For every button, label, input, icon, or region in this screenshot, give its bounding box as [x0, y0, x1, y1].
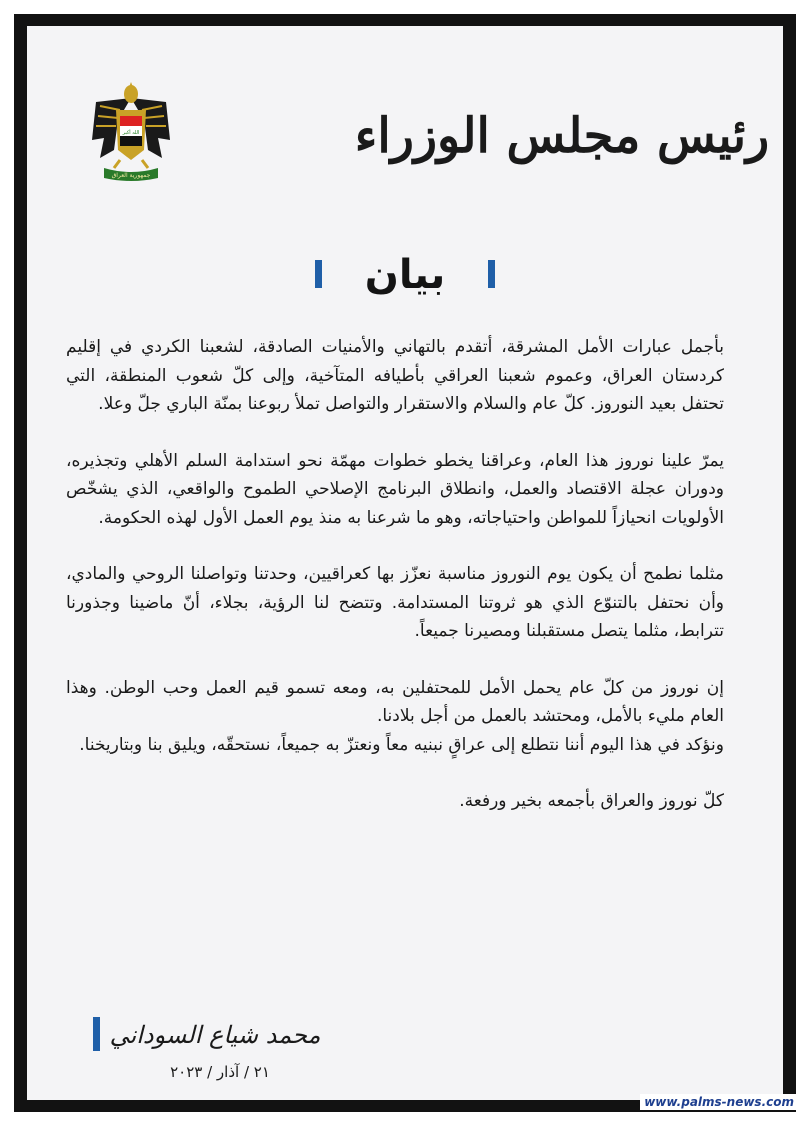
statement-body [66, 333, 724, 844]
signature-bar [93, 1017, 100, 1051]
statement-date: ٢١ / آذار / ٢٠٢٣ [170, 1063, 270, 1081]
source-watermark: www.palms-news.com [640, 1094, 798, 1110]
emblem-takbir: الله أكبر [122, 130, 140, 136]
paragraph: كلّ نوروز والعراق بأجمعه بخير ورفعة. [459, 791, 724, 811]
emblem-ribbon-text: جمهورية العراق [111, 172, 151, 179]
prime-minister-title [354, 86, 770, 182]
iraq-emblem-icon [90, 80, 172, 184]
paragraph: مثلما نطمح أن يكون يوم النوروز مناسبة نعزّز بها كعراقيين، وحدتنا وتواصلنا الروحي والمادي، وأن نحتفل بالتنوّع الذي هو ثروتنا المستدامة. وتتضح لنا الرؤية، بجلاء، أنّ ماضينا وجذورنا تترابط، مثلما يتصل مستقبلنا ومصيرنا جميعاً. [66, 564, 724, 641]
signature-name: محمد شياع السوداني [109, 1021, 321, 1049]
paragraph: يمرّ علينا نوروز هذا العام، وعراقنا يخطو خطوات مهمّة نحو استدامة السلم الأهلي وتجذيره، ودوران عجلة الاقتصاد والعمل، وانطلاق البرنامج الإصلاحي الطموح والواقعي، الذي يشخّص الأولويات انحيازاً للمواطن واحتياجاته، وهو ما شرعنا به منذ يوم العمل الأول لهذه الحكومة. [66, 450, 724, 528]
paragraph: بأجمل عبارات الأمل المشرقة، أتقدم بالتهاني والأمنيات الصادقة، لشعبنا الكردي في إقليم كردستان العراق، وعموم شعبنا العراقي بأطيافه المتآخية، وإلى كلّ شعوب المنطقة، التي تحتفل بعيد النوروز. كلّ عام والسلام والاستقرار والتواصل تملأ ربوعنا بمنّة الباري جلّ وعلا. [66, 337, 724, 414]
paragraph: ونؤكد في هذا اليوم أننا نتطلع إلى عراقٍ نبنيه معاً ونعتزّ به جميعاً، نستحقّه، ويليق بنا وبتاريخنا. [79, 734, 724, 755]
calligraphic-title: رئيس مجلس الوزراء [354, 108, 770, 164]
statement-heading: بيان [364, 252, 446, 298]
signature [109, 1005, 321, 1061]
paragraph: إن نوروز من كلّ عام يحمل الأمل للمحتفلين به، ومعه تسمو قيم العمل وحب الوطن. وهذا العام مليء بالأمل، ومحتشد بالعمل من أجل بلادنا. [66, 677, 724, 726]
